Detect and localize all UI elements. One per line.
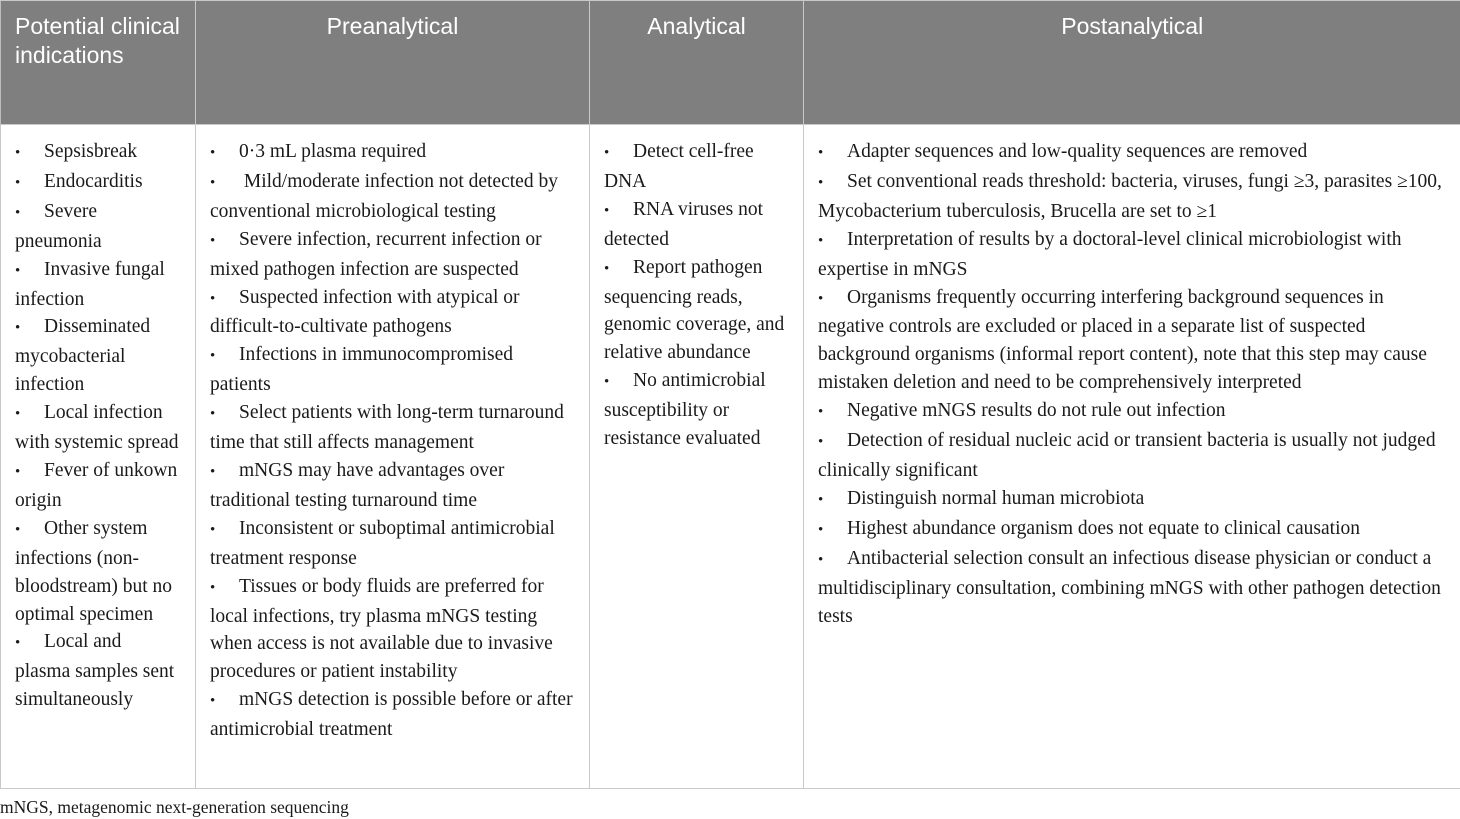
list-item [604,254,789,368]
list-item [818,427,1446,485]
list-item [604,367,789,453]
bullet-icon: • [15,463,21,480]
indications-list [15,138,181,714]
list-item-text: Antibacterial selection consult an infectious disease physician or conduct a multidisciplinary consultation, combining mNGS with other pathogen detection tests [818,547,1441,627]
bullet-icon: • [15,521,21,538]
list-item [818,284,1446,398]
bullet-icon: • [210,348,216,365]
list-item-text: Endocarditis [44,170,143,192]
list-item-text: Detection of residual nucleic acid or transient bacteria is usually not judged clinically significant [818,430,1436,481]
list-item-text: Select patients with long-term turnaround time that still affects management [210,402,564,454]
list-item [210,457,575,515]
list-item [818,545,1446,631]
list-item-text: Detect cell-free DNA [604,141,754,192]
list-item [818,168,1446,226]
list-item [818,485,1446,515]
bullet-icon: • [210,406,216,423]
list-item [210,168,575,226]
list-item-text: Mild/moderate infection not detected by conventional microbiological testing [210,170,558,222]
list-item [210,573,575,687]
list-item-text: Other system infections (non-bloodstream) but no optimal specimen [15,517,173,625]
bullet-icon: • [818,434,824,451]
list-item [604,138,789,196]
bullet-icon: • [210,174,216,191]
list-item [210,399,575,457]
bullet-icon: • [818,145,824,161]
list-item-text: Adapter sequences and low-quality sequences are removed [847,141,1308,162]
list-item [15,256,181,314]
header-postanalytical: Postanalytical [804,1,1460,125]
list-item [15,628,181,714]
list-item-text: Highest abundance organism does not equate to clinical causation [847,517,1360,539]
header-indications: Potential clinical indications [1,1,196,125]
list-item-text: Set conventional reads threshold: bacteria, viruses, fungi ≥3, parasites ≥100, Mycobacterium tuberculosis, Brucella are set to ≥1 [818,170,1442,222]
list-item [210,686,575,744]
list-item-text: Severe infection, recurrent infection or mixed pathogen infection are suspected [210,228,542,280]
list-item [818,138,1446,168]
bullet-icon: • [818,174,824,191]
bullet-icon: • [818,290,824,307]
list-item [15,198,181,256]
bullet-icon: • [15,635,21,652]
list-item [210,515,575,573]
cell-analytical [590,125,804,789]
list-item-text: RNA viruses not detected [604,198,764,250]
bullet-icon: • [818,521,824,538]
bullet-icon: • [818,232,824,249]
list-item [818,515,1446,545]
list-item-text: Report pathogen sequencing reads, genomic coverage, and relative abundance [604,256,785,364]
list-item-text: Local and plasma samples sent simultaneously [15,631,175,711]
bullet-icon: • [15,406,21,423]
bullet-icon: • [15,320,21,337]
list-item-text: Distinguish normal human microbiota [847,487,1145,509]
list-item-text: Inconsistent or suboptimal antimicrobial treatment response [210,517,555,569]
list-item [15,457,181,515]
header-preanalytical: Preanalytical [196,1,590,125]
list-item-text: Organisms frequently occurring interfering background sequences in negative controls are excluded or placed in a separate list of suspected background organisms (informal report content), note that this step may cause mistaken deletion and need to be comprehensively interpreted [818,286,1427,394]
bullet-icon: • [15,262,21,279]
list-item-text: 0·3 mL plasma required [239,141,427,162]
bullet-icon: • [818,551,824,568]
list-item-text: Interpretation of results by a doctoral-level clinical microbiologist with expertise in mNGS [818,228,1402,280]
analytical-list [604,138,789,453]
list-item-text: mNGS detection is possible before or after antimicrobial treatment [210,689,573,741]
list-item [210,226,575,284]
header-analytical: Analytical [590,1,804,125]
bullet-icon: • [818,491,824,508]
bullet-icon: • [15,174,21,191]
list-item [210,341,575,399]
header-row [1,1,1460,125]
preanalytical-list [210,138,575,744]
list-item [15,313,181,399]
list-item-text: Local infection with systemic spread [15,402,179,454]
list-item [15,515,181,629]
list-item-text: Infections in immunocompromised patients [210,344,514,396]
body-row [1,125,1460,789]
list-item-text: mNGS may have advantages over traditional testing turnaround time [210,459,505,511]
bullet-icon: • [15,145,21,161]
bullet-icon: • [604,202,610,219]
list-item [818,397,1446,427]
bullet-icon: • [604,374,610,391]
bullet-icon: • [818,404,824,421]
bullet-icon: • [210,232,216,249]
list-item [15,138,181,168]
list-item-text: Suspected infection with atypical or difficult-to-cultivate pathogens [210,286,520,338]
list-item-text: Invasive fungal infection [15,258,165,310]
bullet-icon: • [210,290,216,307]
cell-preanalytical [196,125,590,789]
list-item [210,138,575,168]
list-item-text: Disseminated mycobacterial infection [15,316,151,396]
list-item [15,399,181,457]
bullet-icon: • [604,145,610,161]
list-item-text: Severe pneumonia [15,200,102,252]
footnote: mNGS, metagenomic next-generation sequencing [0,797,349,817]
list-item [818,226,1446,284]
bullet-icon: • [210,463,216,480]
list-item-text: Fever of unkown origin [15,459,178,511]
list-item-text: No antimicrobial susceptibility or resistance evaluated [604,370,766,450]
bullet-icon: • [210,521,216,538]
bullet-icon: • [210,579,216,596]
list-item [15,168,181,198]
bullet-icon: • [15,204,21,221]
bullet-icon: • [604,260,610,277]
cell-postanalytical [804,125,1460,789]
list-item-text: Negative mNGS results do not rule out infection [847,400,1226,422]
list-item-text: Tissues or body fluids are preferred for local infections, try plasma mNGS testing when access is not available due to invasive procedures or patient instability [210,575,553,683]
list-item [604,196,789,254]
cell-indications [1,125,196,789]
bullet-icon: • [210,693,216,710]
bullet-icon: • [210,145,216,161]
list-item [210,284,575,342]
postanalytical-list [818,138,1446,630]
list-item-text: Sepsisbreak [44,141,138,162]
